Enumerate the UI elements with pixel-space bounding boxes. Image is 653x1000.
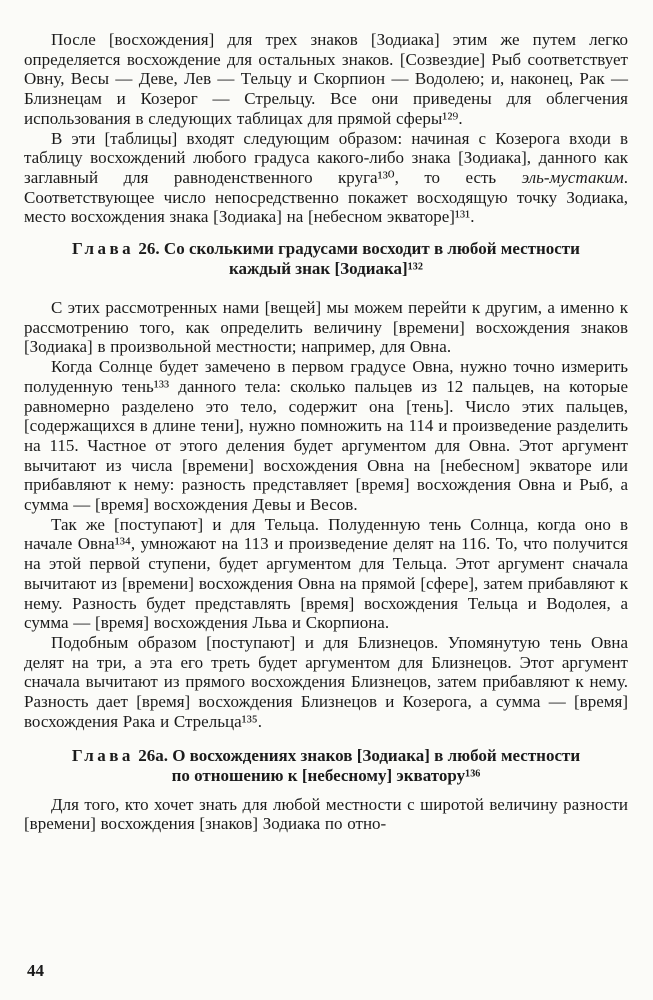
page-number: 44 [27, 961, 44, 980]
chapter-26a-heading [24, 746, 628, 786]
para-transition-to-localities: С этих рассмотренных нами [вещей] мы можем перейти к другим, а именно к рассмотрению того, как определить величину [времени] восхождения знаков [Зодиака] в произвольной местности; например, для Овна. [24, 298, 628, 357]
para-latitude-difference: Для того, кто хочет знать для любой местности с широтой величину разности [времени] восхождения [знаков] Зодиака по отно- [24, 794, 628, 834]
chapter-26a-label-word: Глава [71, 745, 134, 765]
chapter-26-heading-line-1 [24, 239, 628, 259]
para-tables-entry-after: . Соответствующее число непосредственно покажет восходящую точку Зодиака, место восхождения знака [Зодиака] на [небесном экваторе]¹³¹. [24, 167, 628, 227]
chapter-26a-heading-line-1 [24, 746, 628, 766]
chapter-26-heading-line-2: каждый знак [Зодиака]¹³² [229, 259, 423, 279]
para-ascension-other-signs: После [восхождения] для трех знаков [Зодиака] этим же путем легко определяется восхождение для остальных знаков. [Созвездие] Рыб соответствует Овну, Весы — Деве, Лев — Тельцу и Скорпион — Водолею; и, наконец, Рак — Близнецам и Козерог — Стрельцу. Все они приведены для облегчения использования в следующих таблицах для прямой сферы¹²⁹. [24, 30, 628, 128]
para-tables-entry-before: В эти [таблицы] входят следующим образом: начиная с Козерога входи в таблицу восхождений любого градуса какого-либо знака [Зодиака], данного как заглавный для равноденственного круга¹³⁰, то есть [24, 128, 628, 187]
chapter-26a-label-number: 26а. [138, 745, 168, 765]
para-tables-entry [24, 129, 628, 228]
chapter-26-title: Со сколькими градусами восходит в любой местности [163, 239, 580, 259]
chapter-26-label-word: Глава [72, 239, 135, 259]
para-gemini-argument: Подобным образом [поступают] и для Близнецов. Упомянутую тень Овна делят на три, а эта его треть будет аргументом для Близнецов. Этот аргумент сначала вычитают из прямого восхождения Близнецов, затем прибавляют к нему. Разность дает [время] восхождения Близнецов и Козерога, а сумма — [время] восхождения Рака и Стрельца¹³⁵. [24, 632, 628, 731]
term-el-mustakim: эль-мустаким [521, 167, 624, 187]
chapter-26a-title: О восхождениях знаков [Зодиака] в любой местности [172, 745, 581, 765]
chapter-26-heading [24, 239, 628, 279]
para-aries-argument: Когда Солнце будет замечено в первом градусе Овна, нужно точно измерить полуденную тень¹³³ данного тела: сколько пальцев из 12 пальцев, на которые равномерно разделено это тело, содержит она [тень]. Число этих пальцев, [содержащихся в длине тени], нужно помножить на 114 и произведение разделить на 115. Частное от этого деления будет аргументом для Овна. Этот аргумент вычитают из числа [времени] восхождения Овна на [небесном] экваторе или прибавляют к нему: разность представляет [время] восхождения Овна и Рыб, а сумма — [время] восхождения Девы и Весов. [24, 357, 628, 515]
chapter-26a-heading-line-2: по отношению к [небесному] экватору¹³⁶ [171, 765, 481, 785]
chapter-26-label-number: 26. [138, 239, 160, 259]
para-taurus-argument: Так же [поступают] и для Тельца. Полуденную тень Солнца, когда оно в начале Овна¹³⁴, умножают на 113 и произведение делят на 116. То, что получится на этой первой ступени, будет аргументом для Тельца. Этот аргумент сначала вычитают из [времени] восхождения Овна на прямой [сфере], затем прибавляют к нему. Разность будет представлять [время] восхождения Тельца и Водолея, а сумма — [время] восхождения Льва и Скорпиона. [24, 514, 628, 633]
